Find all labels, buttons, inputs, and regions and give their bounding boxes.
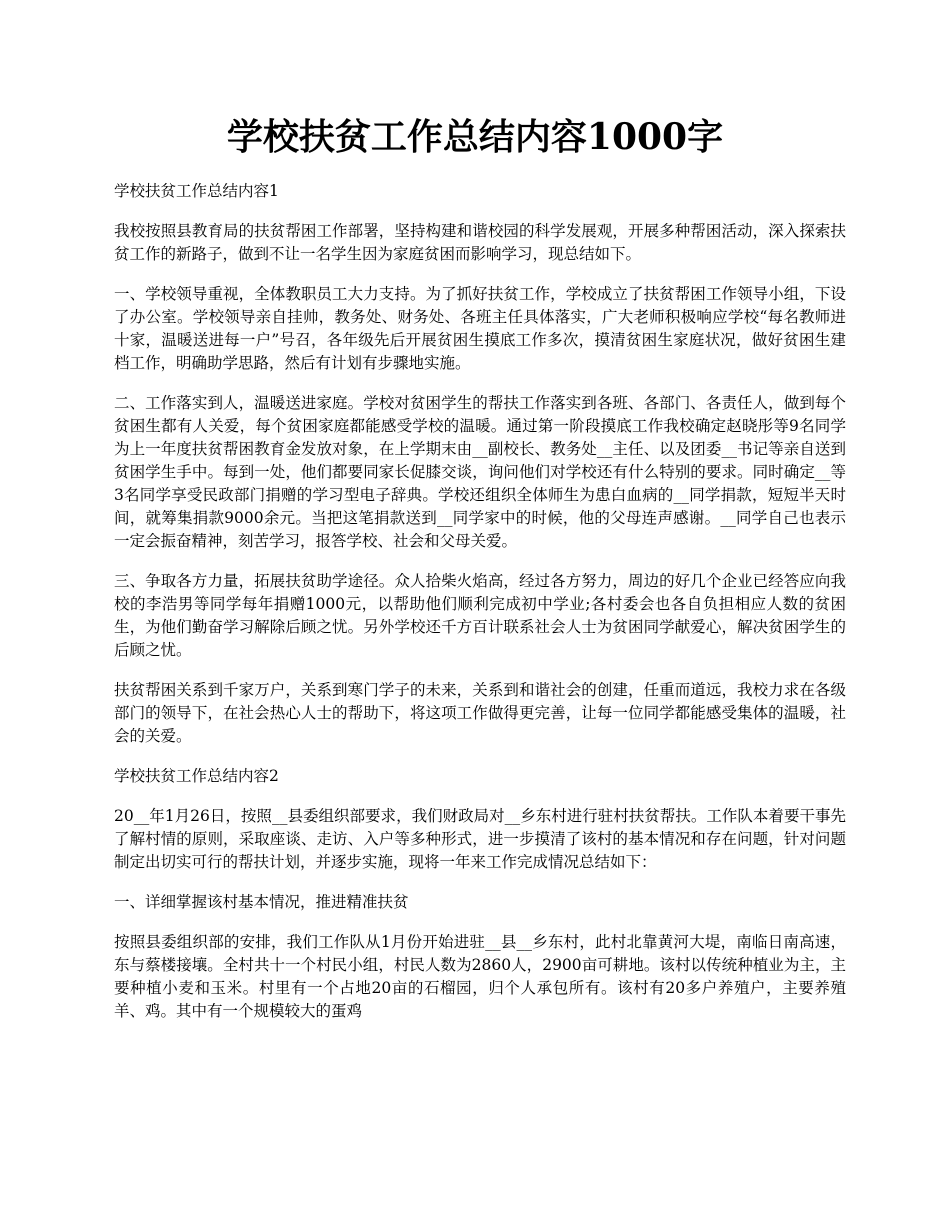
paragraph-point-2: 二、工作落实到人，温暖送进家庭。学校对贫困学生的帮扶工作落实到各班、各部门、各责任人，做到每个贫困生都有人关爱，每个贫困家庭都能感受学校的温暖。通过第一阶段摸底工作我校确定赵晓彤等9名同学为上一年度扶贫帮困教育金发放对象，在上学期末由__副校长、教务处__主任、以及团委__书记等亲自送到贫困学生手中。每到一处，他们都要同家长促膝交谈，询问他们对学校还有什么特别的要求。同时确定__等3名同学享受民政部门捐赠的学习型电子辞典。学校还组织全体师生为患白血病的__同学捐款，短短半天时间，就筹集捐款9000余元。当把这笔捐款送到__同学家中的时候，他的父母连声感谢。__同学自己也表示一定会振奋精神，刻苦学习，报答学校、社会和父母关爱。 — [114, 394, 846, 550]
paragraph-intro-2: 20__年1月26日，按照__县委组织部要求，我们财政局对__乡东村进行驻村扶贫帮扶。工作队本着要干事先了解村情的原则，采取座谈、走访、入户等多种形式，进一步摸清了该村的基本情况和存在问题，针对问题制定出切实可行的帮扶计划，并逐步实施，现将一年来工作完成情况总结如下： — [114, 807, 846, 871]
paragraph-conclusion: 扶贫帮困关系到千家万户，关系到寒门学子的未来，关系到和谐社会的创建，任重而道远，我校力求在各级部门的领导下，在社会热心人士的帮助下，将这项工作做得更完善，让每一位同学都能感受集体的温暖，社会的关爱。 — [114, 681, 846, 745]
paragraph-point-1: 一、学校领导重视，全体教职员工大力支持。为了抓好扶贫工作，学校成立了扶贫帮困工作领导小组，下设了办公室。学校领导亲自挂帅，教务处、财务处、各班主任具体落实，广大老师积极响应学校“每名教师进十家，温暖送进每一户”号召，各年级先后开展贫困生摸底工作多次，摸清贫困生家庭状况，做好贫困生建档工作，明确助学思路，然后有计划有步骤地实施。 — [114, 285, 846, 372]
document-title: 学校扶贫工作总结内容1000字 — [226, 116, 724, 158]
document-body — [114, 180, 846, 1040]
section-heading-2: 学校扶贫工作总结内容2 — [114, 767, 279, 785]
paragraph-village-info: 按照县委组织部的安排，我们工作队从1月份开始进驻__县__乡东村，此村北靠黄河大堤，南临日南高速，东与蔡楼接壤。全村共十一个村民小组，村民人数为2860人，2900亩可耕地。该村以传统种植业为主，主要种植小麦和玉米。村里有一个占地20亩的石榴园，归个人承包所有。该村有20多户养殖户，主要养殖羊、鸡。其中有一个规模较大的蛋鸡 — [114, 933, 846, 1020]
section-heading-1: 学校扶贫工作总结内容1 — [114, 182, 279, 200]
subheading-1: 一、详细掌握该村基本情况，推进精准扶贫 — [114, 893, 409, 911]
paragraph-intro: 我校按照县教育局的扶贫帮困工作部署，坚持构建和谐校园的科学发展观，开展多种帮困活动，深入探索扶贫工作的新路子，做到不让一名学生因为家庭贫困而影响学习，现总结如下。 — [114, 222, 846, 263]
paragraph-point-3: 三、争取各方力量，拓展扶贫助学途径。众人拾柴火焰高，经过各方努力，周边的好几个企业已经答应向我校的李浩男等同学每年捐赠1000元，以帮助他们顺利完成初中学业;各村委会也各自负担相应人数的贫困生，为他们勤奋学习解除后顾之忧。另外学校还千方百计联系社会人士为贫困同学献爱心，解决贫困学生的后顾之忧。 — [114, 572, 846, 659]
